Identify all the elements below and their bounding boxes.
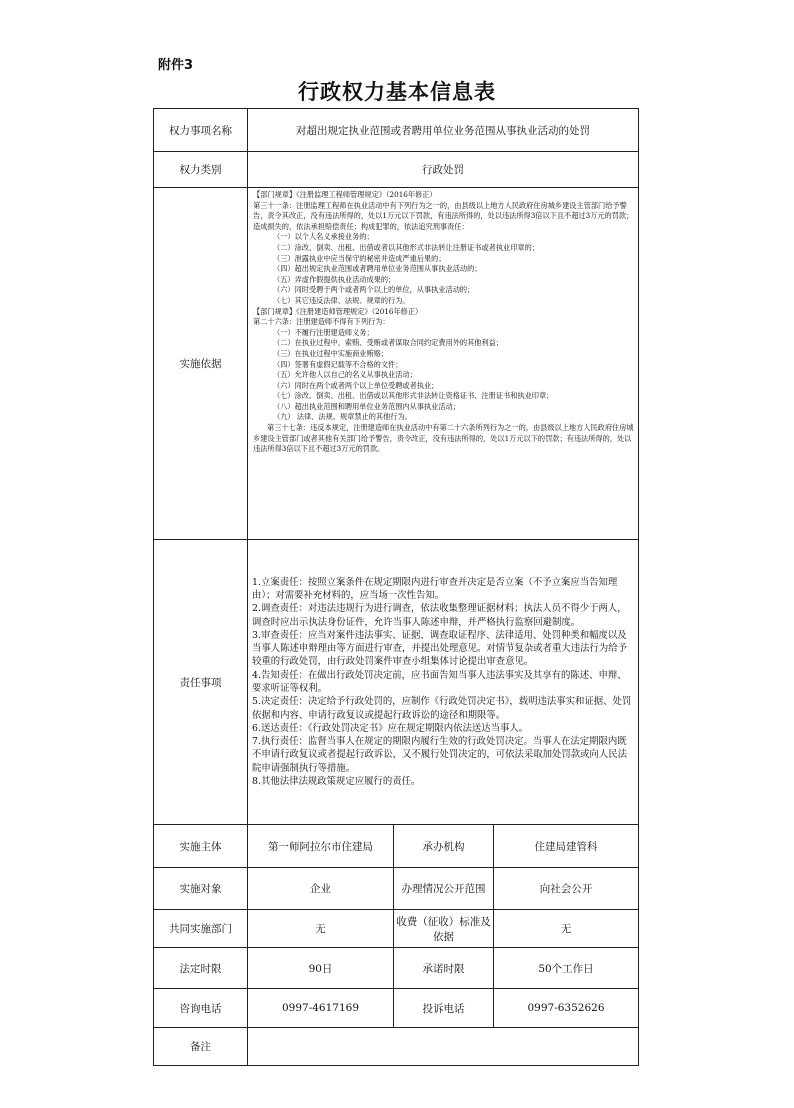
basis-line: （六）同时受聘于两个或者两个以上的单位，从事执业活动的； <box>273 285 475 295</box>
label-object: 实施对象 <box>154 868 248 910</box>
row-object <box>154 868 639 910</box>
label-responsibility: 责任事项 <box>154 540 248 825</box>
basis-line: 第二十六条：注册建造师不得有下列行为： <box>253 317 390 327</box>
responsibility-line: 7.执行责任：监督当事人在规定的期限内履行生效的行政处罚决定。当事人在法定期限内既不申请行政复议或者提起行政诉讼，又不履行处罚决定的，可依法采取加处罚款或向人民法院申请强制执行等措施。 <box>252 736 628 774</box>
basis-line: （六）同时在两个或者两个以上单位受聘或者执业； <box>273 380 439 390</box>
basis-line: （三）泄露执业中应当保守的秘密并造成严重后果的； <box>273 253 446 263</box>
basis-line: （二）在执业过程中，索贿、受贿或者谋取合同约定费用外的其他利益； <box>273 338 504 348</box>
label-category: 权力类别 <box>154 152 248 188</box>
basis-line: （四）签署有虚假记载等不合格的文件； <box>273 359 403 369</box>
row-time <box>154 948 639 989</box>
page-title: 行政权力基本信息表 <box>298 79 496 104</box>
value-subject: 第一师阿拉尔市住建局 <box>248 825 394 868</box>
basis-line: （九） 法律、法规、规章禁止的其他行为。 <box>273 412 412 422</box>
label-joint-dept: 共同实施部门 <box>154 910 248 948</box>
basis-line: （三）在执业过程中实施商业贿赂； <box>273 348 389 358</box>
label-power-name: 权力事项名称 <box>154 109 248 152</box>
value-object: 企业 <box>248 868 394 910</box>
value-complaint-phone: 0997-6352626 <box>494 989 639 1028</box>
value-responsibility <box>248 540 639 825</box>
responsibility-line: 3.审查责任：应当对案件违法事实、证据、调查取证程序、法律适用、处罚种类和幅度以及当事人陈述申辩理由等方面进行审查，并提出处理意见。对情节复杂或者重大违法行为给予较重的行政处罚，由行政处罚案件审查小组集体讨论提出审查意见。 <box>252 629 628 668</box>
label-subject: 实施主体 <box>154 825 248 868</box>
basis-line: （一）以个人名义承接业务的； <box>273 232 374 242</box>
row-subject <box>154 825 639 868</box>
value-joint-dept: 无 <box>248 910 394 948</box>
label-remark: 备注 <box>154 1028 248 1066</box>
label-handling-org: 承办机构 <box>394 825 494 868</box>
row-name <box>154 109 639 152</box>
basis-line: （七）其它违反法律、法规、规章的行为。 <box>273 295 410 305</box>
value-handling-org: 住建局建管科 <box>494 825 639 868</box>
basis-line: （一）不履行注册建造师义务； <box>273 327 374 337</box>
value-promised-limit: 50个工作日 <box>494 948 639 989</box>
value-consult-phone: 0997-4617169 <box>248 989 394 1028</box>
value-basis <box>248 188 639 540</box>
row-responsibility <box>154 540 639 825</box>
responsibility-line: 1.立案责任：按照立案条件在规定期限内进行审查并决定是否立案（不予立案应当告知理由）；对需要补充材料的，应当场一次性告知。 <box>252 576 618 601</box>
responsibility-line: 8.其他法律法规政策规定应履行的责任。 <box>252 776 421 788</box>
value-legal-limit: 90日 <box>248 948 394 989</box>
basis-line: 第三十一条：注册监理工程师在执业活动中有下列行为之一的，由县级以上地方人民政府住房城乡建设主管部门给予警告，责令其改正，没有违法所得的，处以1万元以下罚款，有违法所得的，处以违法所得3倍以下且不超过3万元的罚款；造成损失的，依法承担赔偿责任；构成犯罪的，依法追究刑事责任： <box>253 200 634 231</box>
label-legal-limit: 法定时限 <box>154 948 248 989</box>
basis-line: 【部门规章】《注册建造师管理规定》（2016年修正） <box>253 306 423 316</box>
basis-line: （四）超出规定执业范围或者聘用单位业务范围从事执业活动的； <box>273 264 482 274</box>
responsibility-line: 2.调查责任：对违法违规行为进行调查，依法收集整理证据材料；执法人员不得少于两人，调查时应出示执法身份证件，允许当事人陈述申辩，并严格执行监察回避制度。 <box>252 603 627 628</box>
responsibility-line: 4.告知责任：在做出行政处罚决定前，应书面告知当事人违法事实及其享有的陈述、申辩、要求听证等权利。 <box>252 669 627 694</box>
label-consult-phone: 咨询电话 <box>154 989 248 1028</box>
value-fee-standard: 无 <box>494 910 639 948</box>
row-dept <box>154 910 639 948</box>
label-promised-limit: 承诺时限 <box>394 948 494 989</box>
row-phone <box>154 989 639 1028</box>
basis-line: （七）涂改、倒卖、出租、出借或以其他形式非法转让资格证书、注册证书和执业印章； <box>273 391 554 401</box>
row-category <box>154 152 639 188</box>
label-complaint-phone: 投诉电话 <box>394 989 494 1028</box>
attachment-label: 附件3 <box>158 58 194 73</box>
basis-line: 【部门规章】《注册监理工程师管理规定》（2016年修正） <box>253 190 437 199</box>
label-basis: 实施依据 <box>154 188 248 540</box>
basis-line: 第三十七条：违反本规定，注册建造师在执业活动中有第二十六条所列行为之一的，由县级以上地方人民政府住房城乡建设主管部门或者其他有关部门给予警告，责令改正，没有违法所得的，处以1万元以下的罚款；有违法所得的，处以违法所得3倍以下且不超过3万元的罚款。 <box>253 423 634 454</box>
value-power-name: 对超出规定执业范围或者聘用单位业务范围从事执业活动的处罚 <box>248 109 639 152</box>
value-disclosure-scope: 向社会公开 <box>494 868 639 910</box>
responsibility-line: 5.决定责任：决定给予行政处罚的，应制作《行政处罚决定书》，载明违法事实和证据、处罚依据和内容、申请行政复议或提起行政诉讼的途径和期限等。 <box>252 696 632 721</box>
label-disclosure-scope: 办理情况公开范围 <box>394 868 494 910</box>
label-fee-standard: 收费（征收）标准及依据 <box>394 910 494 948</box>
value-category: 行政处罚 <box>248 152 639 188</box>
responsibility-line: 6.送达责任：《行政处罚决定书》应在规定期限内依法送达当事人。 <box>252 722 529 734</box>
basis-line: （八）超出执业范围和聘用单位业务范围内从事执业活动； <box>273 401 460 411</box>
row-remark <box>154 1028 639 1066</box>
basis-line: （五）弄虚作假提供执业活动成果的； <box>273 274 396 284</box>
info-table <box>153 108 639 1066</box>
basis-line: （五）允许他人以自己的名义从事执业活动； <box>273 370 417 380</box>
row-basis <box>154 188 639 540</box>
basis-line: （二）涂改、倒卖、出租、出借或者以其他形式非法转让注册证书或者执业印章的； <box>273 242 539 252</box>
value-remark <box>248 1028 639 1066</box>
